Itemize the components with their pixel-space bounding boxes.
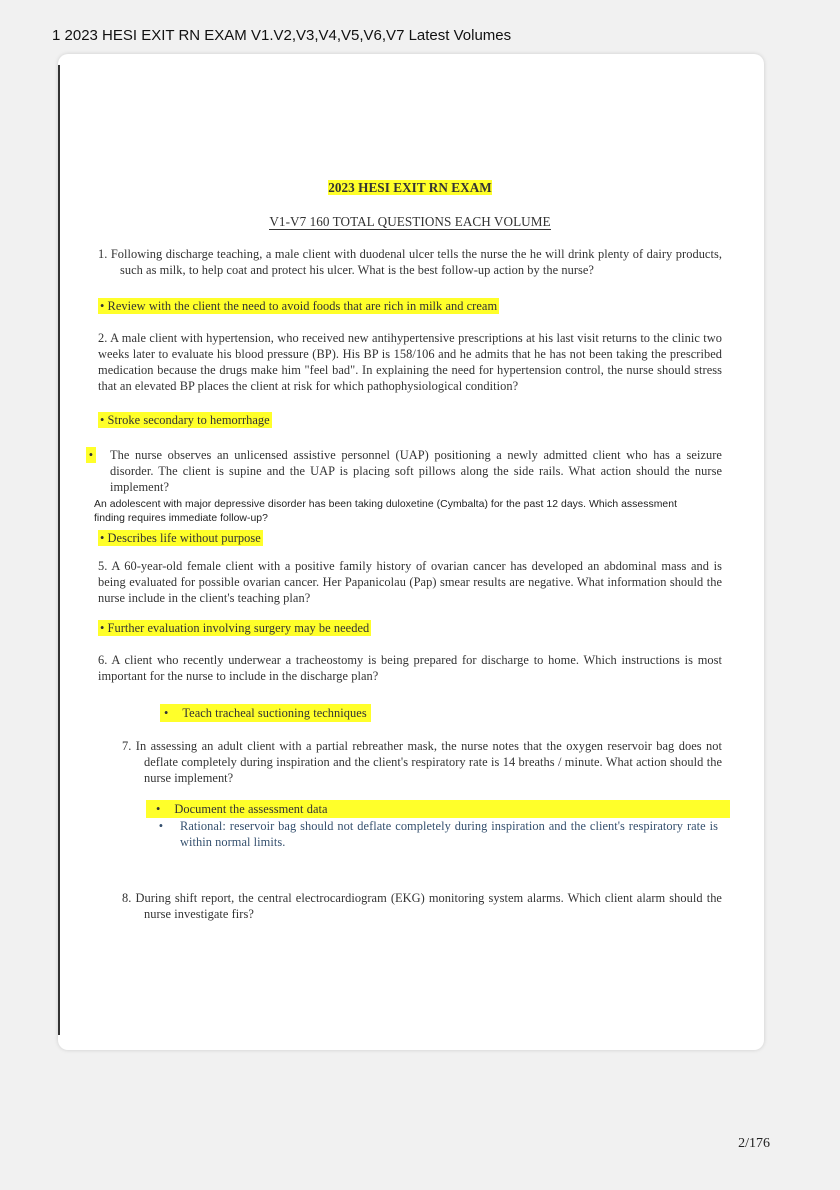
page-content: [88, 178, 722, 922]
question-4: An adolescent with major depressive disorder has been taking duloxetine (Cymbalta) for the past 12 days. Which assessment finding requires immediate follow-up?: [94, 499, 678, 524]
rationale-7: • Rational: reservoir bag should not deflate completely during inspiration and the client's respiratory rate is within normal limits.: [158, 819, 718, 849]
question-3: • The nurse observes an unlicensed assistive personnel (UAP) positioning a newly admitted client who has a seizure disorder. The client is supine and the UAP is placing soft pillows along the side rails. What action should the nurse implement?: [86, 447, 722, 495]
answer-7: • Document the assessment data: [146, 800, 730, 818]
question-2: 2. A male client with hypertension, who received new antihypertensive prescriptions at his last visit returns to the clinic two weeks later to evaluate his blood pressure (BP). His BP is 158/106 and he admits that he has not been taking the prescribed medication because the drugs make him "feel bad". In explaining the need for hypertension control, the nurse should stress that an elevated BP places the client at risk for which pathophysiological condition?: [98, 331, 722, 393]
page-number: 2/176: [738, 1136, 770, 1151]
question-6: 6. A client who recently underwear a tracheostomy is being prepared for discharge to home. Which instructions is most important for the nurse to include in the discharge plan?: [98, 653, 722, 683]
answer-2: • Stroke secondary to hemorrhage: [100, 413, 270, 427]
question-7: 7. In assessing an adult client with a partial rebreather mask, the nurse notes that the oxygen reservoir bag does not deflate completely during inspiration and the client's respiratory rate is 14 breaths / minute. What action should the nurse implement?: [122, 739, 722, 785]
answer-4: • Describes life without purpose: [100, 531, 261, 545]
doc-subtitle: V1-V7 160 TOTAL QUESTIONS EACH VOLUME: [269, 214, 551, 229]
document-header-title: 1 2023 HESI EXIT RN EXAM V1.V2,V3,V4,V5,V6,V7 Latest Volumes: [52, 27, 512, 44]
question-8: 8. During shift report, the central electrocardiogram (EKG) monitoring system alarms. Which client alarm should the nurse investigate firs?: [122, 891, 722, 921]
doc-title: 2023 HESI EXIT RN EXAM: [328, 180, 492, 195]
answer-6: • Teach tracheal suctioning techniques: [160, 704, 722, 722]
answer-5: • Further evaluation involving surgery may be needed: [100, 621, 370, 635]
answer-1: • Review with the client the need to avoid foods that are rich in milk and cream: [100, 299, 498, 313]
page-edge-line: [58, 65, 60, 1035]
question-5: 5. A 60-year-old female client with a positive family history of ovarian cancer has developed an abdominal mass and is being evaluated for possible ovarian cancer. Her Papanicolau (Pap) smear results are negative. What information should the nurse include in the client's teaching plan?: [98, 559, 722, 605]
question-1: 1. Following discharge teaching, a male client with duodenal ulcer tells the nurse the he will drink plenty of dairy products, such as milk, to help coat and protect his ulcer. What is the best follow-up action by the nurse?: [98, 247, 722, 277]
